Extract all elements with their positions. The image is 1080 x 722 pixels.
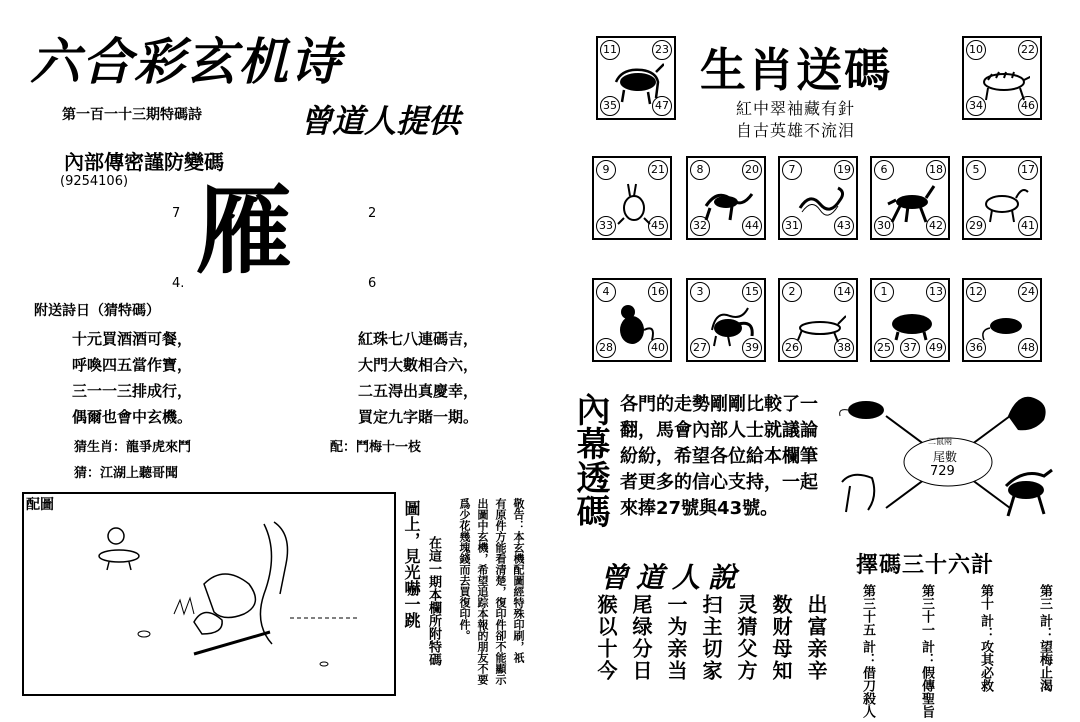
rooster-icon	[1008, 397, 1046, 430]
plan-col-body: 計：假傳聖旨	[919, 640, 934, 718]
zodiac-box-tiger	[962, 36, 1042, 120]
zodiac-number: 11	[600, 40, 620, 60]
poem-header: 附送詩日（猜特碼）	[34, 303, 160, 319]
dog-icon	[794, 300, 846, 348]
zodiac-number: 35	[600, 96, 620, 116]
zodiac-box-snake	[778, 156, 858, 240]
plan-block	[860, 584, 1052, 718]
figure-note-1: 在這一期本欄所附特碼	[426, 536, 441, 666]
plan-col-head: 第三十一	[919, 584, 934, 636]
zodiac-box-dragon	[686, 156, 766, 240]
poem-line: 紅珠七八連碼吉，	[358, 330, 479, 348]
zodiac-number: 10	[966, 40, 986, 60]
zodiac-number: 2	[782, 282, 802, 302]
zodiac-number: 36	[966, 338, 986, 358]
zodiac-number: 32	[690, 216, 710, 236]
zodiac-number: 27	[690, 338, 710, 358]
code-label: (9254106)	[60, 174, 129, 189]
pig-icon	[886, 300, 938, 348]
notice-col: 有原件方能看清楚，復印件卻不能顯示	[494, 498, 507, 685]
big-character: 雁	[196, 174, 292, 287]
horse-icon	[886, 178, 938, 226]
saying-col: 出富亲辛	[804, 594, 828, 682]
zodiac-number: 18	[926, 160, 946, 180]
notice-col: 敬告：本玄機配圖經特殊印刷，祇	[512, 498, 525, 663]
zodiac-number: 42	[926, 216, 946, 236]
rabbit-icon	[608, 178, 660, 226]
goat-icon	[978, 178, 1030, 226]
zodiac-box-rat	[962, 278, 1042, 362]
zodiac-number: 3	[690, 282, 710, 302]
poem-right	[358, 326, 478, 430]
zodiac-box-pig	[870, 278, 950, 362]
notice-block	[456, 498, 526, 698]
zodiac-verse-2: 自古英雄不流泪	[736, 121, 856, 140]
tail-small-text: 二鼠兩	[928, 437, 952, 446]
monkey-icon	[608, 300, 660, 348]
tail-number: 729	[930, 464, 955, 479]
secret-label: 內部傳密謹防變碼	[64, 150, 224, 174]
plan-col-head: 第三	[1037, 584, 1052, 610]
provider-subtitle: 曾道人提供	[300, 102, 461, 140]
zodiac-number: 28	[596, 338, 616, 358]
zodiac-box-rooster	[686, 278, 766, 362]
zodiac-number: 38	[834, 338, 854, 358]
zodiac-number: 47	[652, 96, 672, 116]
zodiac-number: 9	[596, 160, 616, 180]
zodiac-number: 6	[874, 160, 894, 180]
zodiac-number: 24	[1018, 282, 1038, 302]
poem-line: 三一一三排成行，	[72, 382, 193, 400]
zodiac-number: 48	[1018, 338, 1038, 358]
saying-col: 灵猜父方	[734, 594, 758, 682]
zodiac-number: 33	[596, 216, 616, 236]
zodiac-number: 41	[1018, 216, 1038, 236]
plan-col-head: 第十	[978, 584, 993, 610]
zodiac-number: 37	[900, 338, 920, 358]
zodiac-box-horse	[870, 156, 950, 240]
poem-line: 大門大數相合六，	[358, 356, 479, 374]
zodiac-number: 29	[966, 216, 986, 236]
plan-col-body: 計：望梅止渴	[1037, 614, 1052, 692]
zodiac-number: 14	[834, 282, 854, 302]
figure-note-2: 圖上，見光嚇一跳	[402, 500, 421, 628]
saying-col: 尾绿分日	[629, 594, 653, 682]
saying-title: 曾道人說	[600, 561, 745, 594]
plan-col	[1037, 584, 1052, 718]
corner-number-tl: 7	[172, 206, 181, 221]
rat-icon	[840, 401, 884, 419]
zodiac-number: 4	[596, 282, 616, 302]
inside-label: 內幕透碼	[570, 392, 610, 528]
figure-box	[22, 492, 396, 696]
tiger-icon	[978, 58, 1030, 106]
zodiac-box-goat	[962, 156, 1042, 240]
zodiac-number: 49	[926, 338, 946, 358]
saying-col: 数财母知	[769, 594, 793, 682]
plan-col	[919, 584, 934, 718]
zodiac-number: 16	[648, 282, 668, 302]
zodiac-number: 25	[874, 338, 894, 358]
poem-line: 偶爾也會中玄機。	[72, 408, 193, 426]
zodiac-box-dog	[778, 278, 858, 362]
poem-line: 買定九字賭一期。	[358, 408, 479, 426]
ox-icon	[612, 58, 664, 106]
zodiac-number: 43	[834, 216, 854, 236]
saying-col: 扫主切家	[699, 594, 723, 682]
zodiac-number: 8	[690, 160, 710, 180]
figure-label: 配圖	[26, 497, 54, 513]
zodiac-number: 46	[1018, 96, 1038, 116]
zodiac-box-monkey	[592, 278, 672, 362]
plan-col-head: 第三十五	[860, 584, 875, 636]
corner-number-bl: 4.	[172, 276, 185, 291]
zodiac-number: 19	[834, 160, 854, 180]
snake-icon	[794, 178, 846, 226]
zodiac-number: 40	[648, 338, 668, 358]
plan-col	[978, 584, 993, 718]
zodiac-number: 13	[926, 282, 946, 302]
poem-line: 呼喚四五當作寶，	[72, 356, 193, 374]
zodiac-number: 1	[874, 282, 894, 302]
saying-col: 一为亲当	[664, 594, 688, 682]
figure-illustration	[24, 494, 390, 690]
saying-col: 猴以十今	[594, 594, 618, 682]
notice-col: 爲少花幾塊錢而去買復印件。	[458, 498, 471, 641]
dragon-icon	[702, 178, 754, 226]
horse-icon	[1006, 470, 1052, 516]
tail-label: 尾數	[933, 450, 958, 464]
issue-label: 第一百一十三期特碼詩	[62, 107, 202, 123]
corner-number-tr: 2	[368, 206, 377, 221]
poem-line: 十元買酒酒可餐，	[72, 330, 193, 348]
zodiac-number: 12	[966, 282, 986, 302]
tail-emblem	[838, 386, 1060, 536]
poem-line: 二五淂出真慶幸，	[358, 382, 479, 400]
dog-icon	[842, 475, 874, 512]
zodiac-number: 21	[648, 160, 668, 180]
zodiac-box-rabbit	[592, 156, 672, 240]
zodiac-number: 20	[742, 160, 762, 180]
zodiac-box-ox	[596, 36, 676, 120]
plan-col-body: 計：攻其必救	[978, 614, 993, 692]
zodiac-number: 45	[648, 216, 668, 236]
zodiac-number: 44	[742, 216, 762, 236]
corner-number-br: 6	[368, 276, 377, 291]
zodiac-title: 生肖送碼	[700, 43, 892, 97]
inside-text: 各門的走勢剛剛比較了一翻，馬會內部人士就議論紛紛，希望各位給本欄筆者更多的信心支持，一起來捧27號與43號。	[620, 394, 818, 519]
zodiac-number: 22	[1018, 40, 1038, 60]
main-title: 六合彩玄机诗	[30, 33, 342, 91]
notice-col: 出圖中玄機，希望追踪本報的朋友不要	[476, 498, 489, 685]
poem-left	[72, 326, 192, 430]
guess-match: 配：鬥梅十一枝	[330, 440, 422, 455]
zodiac-number: 7	[782, 160, 802, 180]
zodiac-number: 31	[782, 216, 802, 236]
rooster-icon	[702, 300, 754, 348]
zodiac-number: 17	[1018, 160, 1038, 180]
zodiac-number: 34	[966, 96, 986, 116]
plan-col	[860, 584, 875, 718]
zodiac-number: 39	[742, 338, 762, 358]
guess-zodiac: 猜生肖：龍爭虎來鬥	[74, 440, 192, 455]
zodiac-verse-1: 紅中翠袖藏有針	[736, 99, 856, 118]
rat-icon	[978, 300, 1030, 348]
saying-block	[592, 594, 831, 682]
zodiac-number: 23	[652, 40, 672, 60]
zodiac-number: 30	[874, 216, 894, 236]
guess-word: 猜：江湖上聽哥聞	[74, 466, 179, 481]
zodiac-number: 26	[782, 338, 802, 358]
plan-title: 擇碼三十六計	[856, 553, 995, 578]
zodiac-number: 5	[966, 160, 986, 180]
zodiac-number: 15	[742, 282, 762, 302]
plan-col-body: 計：借刀殺人	[860, 640, 875, 718]
